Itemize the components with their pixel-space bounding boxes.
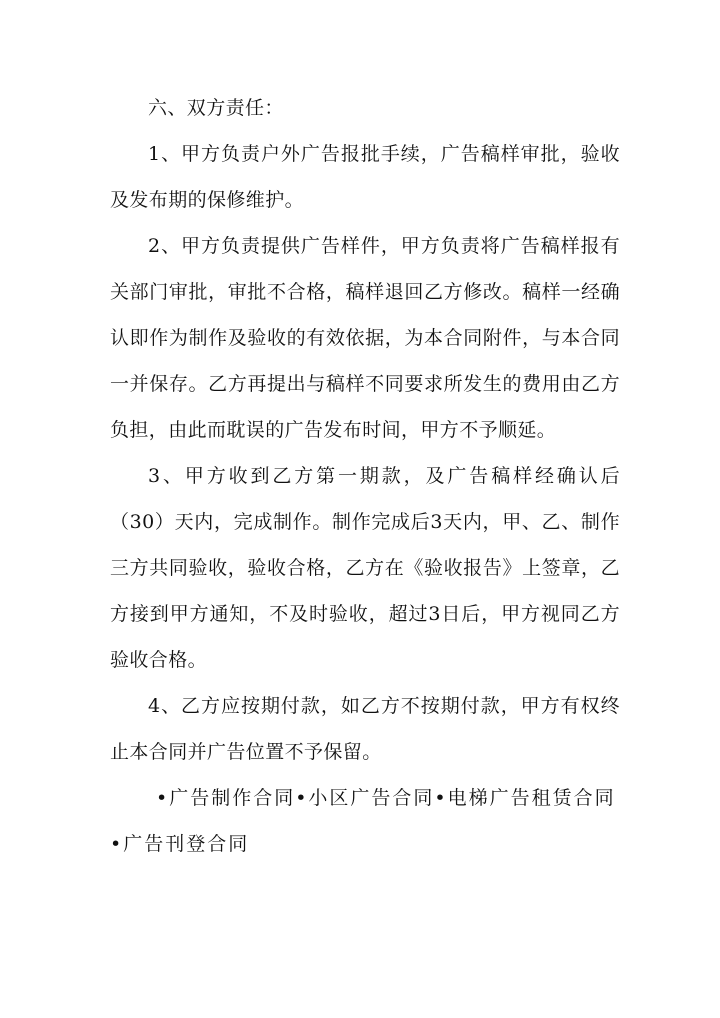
clause-2: 2、甲方负责提供广告样件，甲方负责将广告稿样报有关部门审批，审批不合格，稿样退回乙方修改。稿样一经确认即作为制作及验收的有效依据，为本合同附件，与本合同一并保存。乙方再提出与稿样不同要求所发生的费用由乙方负担，由此而耽误的广告发布时间，甲方不予顺延。 — [110, 235, 620, 441]
related-contracts-links[interactable]: •广告制作合同•小区广告合同•电梯广告租赁合同•广告刊登合同 — [110, 787, 616, 855]
clause-4: 4、乙方应按期付款，如乙方不按期付款，甲方有权终止本合同并广告位置不予保留。 — [110, 695, 620, 763]
document-content — [110, 85, 620, 867]
clause-3: 3、甲方收到乙方第一期款，及广告稿样经确认后（30）天内，完成制作。制作完成后3天内，甲、乙、制作三方共同验收，验收合格，乙方在《验收报告》上签章，乙方接到甲方通知，不及时验收，超过3日后，甲方视同乙方验收合格。 — [110, 465, 620, 671]
section-heading: 六、双方责任： — [148, 97, 284, 119]
clause-1: 1、甲方负责户外广告报批手续，广告稿样审批，验收及发布期的保修维护。 — [110, 143, 620, 211]
